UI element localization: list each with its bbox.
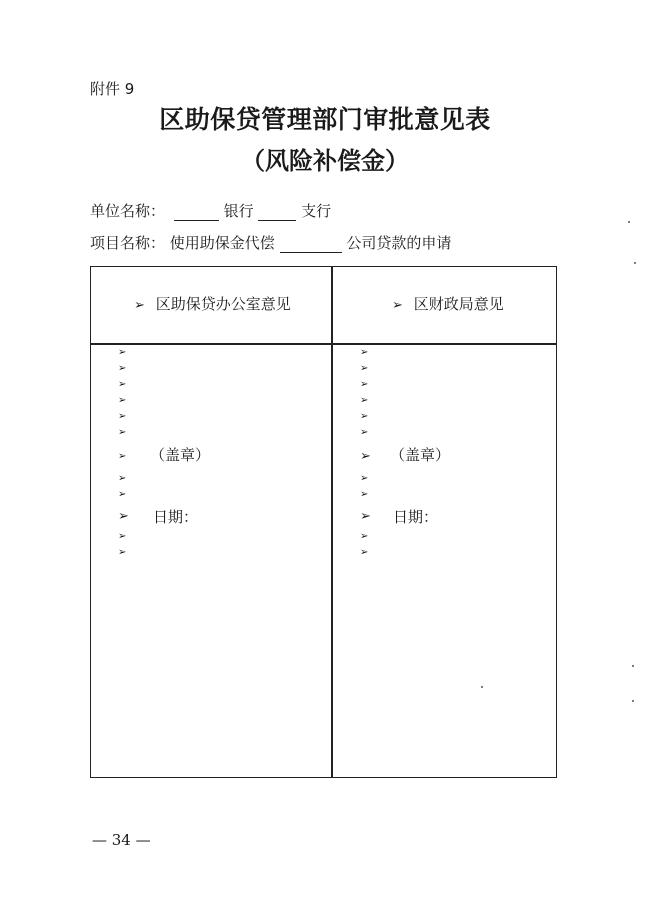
project-prefix: 使用助保金代偿 (169, 234, 275, 252)
bullet-arrow-icon: ➢ (360, 379, 369, 390)
left-seal-label: （盖章） (150, 446, 211, 464)
table-header-divider (90, 343, 557, 345)
branch-text: 支行 (301, 202, 332, 220)
right-header (392, 293, 504, 314)
bullet-arrow-icon: ➢ (360, 547, 369, 558)
bullet-arrow-icon: ➢ (360, 473, 369, 484)
unit-name-label: 单位名称： (90, 202, 166, 220)
project-name-row (90, 232, 451, 253)
bullet-arrow-icon: ➢ (118, 363, 127, 374)
right-date-label[interactable]: 日期： (393, 508, 439, 526)
bullet-arrow-icon: ➢ (118, 379, 127, 390)
attachment-label: 附件 9 (90, 80, 135, 98)
bullet-arrow-icon: ➢ (360, 395, 369, 406)
bullet-arrow-icon: ➢ (118, 411, 127, 422)
bullet-arrow-icon: ➢ (360, 347, 369, 358)
unit-name-row (90, 200, 331, 221)
bullet-arrow-icon: ➢ (118, 473, 127, 484)
scan-speck (632, 700, 634, 702)
bullet-arrow-icon: ➢ (118, 509, 129, 524)
scan-speck (481, 686, 483, 688)
scan-speck (634, 262, 636, 264)
left-date-label[interactable]: 日期： (153, 508, 199, 526)
left-header (134, 293, 291, 314)
bullet-arrow-icon: ➢ (360, 531, 369, 542)
company-blank[interactable] (280, 238, 342, 253)
bullet-arrow-icon: ➢ (360, 427, 369, 438)
header-arrow-icon: ➢ (392, 298, 403, 313)
bullet-arrow-icon: ➢ (360, 489, 369, 500)
bullet-arrow-icon: ➢ (118, 427, 127, 438)
scan-speck (632, 665, 634, 667)
right-seal-label: （盖章） (390, 446, 451, 464)
bullet-arrow-icon: ➢ (360, 509, 371, 524)
bank-text: 银行 (223, 202, 254, 220)
bank-blank[interactable] (174, 206, 219, 221)
left-header-label: 区助保贷办公室意见 (155, 295, 291, 313)
bullet-arrow-icon: ➢ (118, 347, 127, 358)
bullet-arrow-icon: ➢ (118, 547, 127, 558)
form-subtitle: （风险补偿金） (241, 147, 409, 175)
project-suffix: 公司贷款的申请 (346, 234, 452, 252)
form-title: 区助保贷管理部门审批意见表 (159, 105, 491, 134)
project-name-label: 项目名称： (90, 234, 166, 252)
bullet-arrow-icon: ➢ (118, 451, 127, 462)
bullet-arrow-icon: ➢ (360, 411, 369, 422)
scan-speck (628, 221, 630, 223)
bullet-arrow-icon: ➢ (118, 531, 127, 542)
bullet-arrow-icon: ➢ (118, 489, 127, 500)
right-header-label: 区财政局意见 (413, 295, 504, 313)
bullet-arrow-icon: ➢ (360, 449, 371, 464)
header-arrow-icon: ➢ (134, 298, 145, 313)
page-number: — 34 — (92, 831, 151, 849)
branch-blank[interactable] (258, 206, 296, 221)
bullet-arrow-icon: ➢ (360, 363, 369, 374)
bullet-arrow-icon: ➢ (118, 395, 127, 406)
